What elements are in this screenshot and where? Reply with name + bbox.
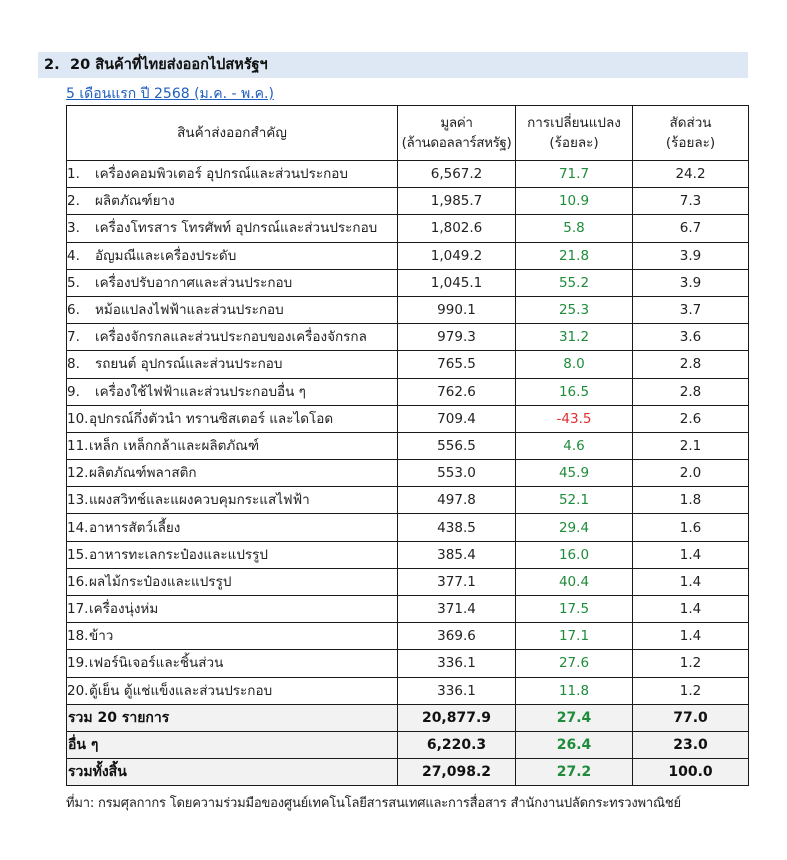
value-cell: 709.4 [398,405,516,432]
row-index: 16. [67,573,89,590]
header-value [398,106,516,161]
value-cell: 336.1 [398,677,516,704]
product-name: เหล็ก เหล็กกล้าและผลิตภัณฑ์ [89,437,260,454]
table-row [67,405,749,432]
row-index: 6. [67,302,80,319]
value-cell: 497.8 [398,487,516,514]
product-name-cell [67,188,398,215]
product-name-cell [67,378,398,405]
product-name: อุปกรณ์กึ่งตัวนำ ทรานซิสเตอร์ และไดโอด [89,410,334,427]
table-row [67,432,749,459]
value-cell: 336.1 [398,650,516,677]
header-change-line2: (ร้อยละ) [549,135,599,151]
product-name-cell [67,514,398,541]
product-name: ผลไม้กระป๋องและแปรรูป [89,573,232,590]
product-name: ข้าว [89,628,114,645]
table-row [67,351,749,378]
share-cell: 1.4 [633,596,749,623]
value-cell: 6,567.2 [398,161,516,188]
value-cell: 990.1 [398,296,516,323]
header-share-line2: (ร้อยละ) [665,135,716,151]
row-index: 18. [67,628,89,645]
product-name-cell [67,324,398,351]
row-index: 20. [67,682,89,699]
change-cell: 8.0 [516,351,633,378]
share-cell: 1.2 [633,650,749,677]
table-row [67,188,749,215]
value-cell: 762.6 [398,378,516,405]
product-name-cell [67,460,398,487]
table-row [67,242,749,269]
table-row [67,623,749,650]
summary-row [67,704,749,731]
share-cell: 3.6 [633,324,749,351]
header-share-line1: สัดส่วน [669,115,712,131]
value-cell: 371.4 [398,596,516,623]
summary-row [67,731,749,758]
summary-value: 27,098.2 [398,759,516,786]
product-name-cell [67,161,398,188]
share-cell: 2.8 [633,351,749,378]
product-name: อัญมณีและเครื่องประดับ [95,247,237,264]
change-cell: 31.2 [516,324,633,351]
share-cell: 6.7 [633,215,749,242]
product-name: ผลิตภัณฑ์ยาง [95,193,175,210]
product-name-cell [67,677,398,704]
product-name-cell [67,541,398,568]
change-cell: 11.8 [516,677,633,704]
product-name: ผลิตภัณฑ์พลาสติก [89,465,197,482]
table-row [67,161,749,188]
summary-change: 26.4 [516,731,633,758]
share-cell: 1.4 [633,541,749,568]
share-cell: 1.2 [633,677,749,704]
product-name: เครื่องคอมพิวเตอร์ อุปกรณ์และส่วนประกอบ [95,166,348,183]
row-index: 19. [67,655,89,672]
row-index: 12. [67,465,89,482]
product-name: แผงสวิทช์และแผงควบคุมกระแสไฟฟ้า [89,492,310,509]
section-number: 2. [44,57,60,73]
share-cell: 1.4 [633,568,749,595]
value-cell: 385.4 [398,541,516,568]
product-name: รถยนต์ อุปกรณ์และส่วนประกอบ [95,356,283,373]
change-cell: 21.8 [516,242,633,269]
table-body [67,161,749,786]
row-index: 9. [67,383,80,400]
header-product-label: สินค้าส่งออกสำคัญ [177,125,287,141]
row-index: 14. [67,519,89,536]
row-index: 1. [67,166,80,183]
header-share [633,106,749,161]
row-index: 15. [67,546,89,563]
share-cell: 2.8 [633,378,749,405]
change-cell: 71.7 [516,161,633,188]
summary-label: รวมทั้งสิ้น [67,759,398,786]
summary-row [67,759,749,786]
value-cell: 553.0 [398,460,516,487]
change-cell: 16.0 [516,541,633,568]
product-name: ตู้เย็น ตู้แช่แข็งและส่วนประกอบ [89,682,273,699]
change-cell: 55.2 [516,269,633,296]
share-cell: 2.1 [633,432,749,459]
change-cell: 29.4 [516,514,633,541]
share-cell: 3.9 [633,242,749,269]
table-row [67,378,749,405]
summary-label: รวม 20 รายการ [67,704,398,731]
summary-change: 27.2 [516,759,633,786]
value-cell: 765.5 [398,351,516,378]
product-name: เครื่องจักรกลและส่วนประกอบของเครื่องจักรกล [95,329,367,346]
product-name-cell [67,596,398,623]
summary-share: 23.0 [633,731,749,758]
product-name: เครื่องใช้ไฟฟ้าและส่วนประกอบอื่น ๆ [95,383,306,400]
summary-share: 100.0 [633,759,749,786]
share-cell: 1.8 [633,487,749,514]
change-cell: 5.8 [516,215,633,242]
change-cell: -43.5 [516,405,633,432]
value-cell: 979.3 [398,324,516,351]
product-name-cell [67,432,398,459]
header-product [67,106,398,161]
product-name-cell [67,568,398,595]
source-note: ที่มา: กรมศุลกากร โดยความร่วมมือของศูนย์เทคโนโลยีสารสนเทศและการสื่อสาร สำนักงานปลัดกระทรวงพาณิชย์ [66,796,681,811]
row-index: 10. [67,410,89,427]
share-cell: 3.9 [633,269,749,296]
share-cell: 7.3 [633,188,749,215]
table-row [67,487,749,514]
table-row [67,514,749,541]
table-row [67,269,749,296]
row-index: 7. [67,329,80,346]
product-name-cell [67,650,398,677]
value-cell: 1,802.6 [398,215,516,242]
row-index: 3. [67,220,80,237]
table-row [67,460,749,487]
value-cell: 1,045.1 [398,269,516,296]
table-row [67,650,749,677]
row-index: 4. [67,247,80,264]
header-change-line1: การเปลี่ยนแปลง [527,115,621,131]
table-header-row [67,106,749,161]
summary-change: 27.4 [516,704,633,731]
change-cell: 4.6 [516,432,633,459]
change-cell: 52.1 [516,487,633,514]
product-name-cell [67,296,398,323]
header-value-line2: (ล้านดอลลาร์สหรัฐ) [401,135,512,151]
row-index: 11. [67,437,89,454]
summary-share: 77.0 [633,704,749,731]
share-cell: 3.7 [633,296,749,323]
change-cell: 27.6 [516,650,633,677]
value-cell: 438.5 [398,514,516,541]
change-cell: 10.9 [516,188,633,215]
value-cell: 556.5 [398,432,516,459]
share-cell: 1.6 [633,514,749,541]
summary-value: 20,877.9 [398,704,516,731]
share-cell: 2.6 [633,405,749,432]
table-row [67,324,749,351]
product-name-cell [67,623,398,650]
value-cell: 377.1 [398,568,516,595]
table-row [67,568,749,595]
product-name-cell [67,269,398,296]
change-cell: 45.9 [516,460,633,487]
header-change [516,106,633,161]
product-name: เครื่องปรับอากาศและส่วนประกอบ [95,274,293,291]
share-cell: 2.0 [633,460,749,487]
section-title: 20 สินค้าที่ไทยส่งออกไปสหรัฐฯ [70,57,268,73]
section-heading [38,52,748,78]
change-cell: 17.5 [516,596,633,623]
product-name-cell [67,405,398,432]
product-name-cell [67,215,398,242]
product-name-cell [67,242,398,269]
summary-label: อื่น ๆ [67,731,398,758]
product-name: เครื่องโทรสาร โทรศัพท์ อุปกรณ์และส่วนประกอบ [95,220,378,237]
product-name: หม้อแปลงไฟฟ้าและส่วนประกอบ [95,302,284,319]
share-cell: 24.2 [633,161,749,188]
row-index: 8. [67,356,80,373]
value-cell: 1,985.7 [398,188,516,215]
change-cell: 25.3 [516,296,633,323]
header-value-line1: มูลค่า [440,115,473,131]
period-subtitle-link[interactable]: 5 เดือนแรก ปี 2568 (ม.ค. - พ.ค.) [66,86,274,102]
table-row [67,215,749,242]
row-index: 17. [67,601,89,618]
table-row [67,541,749,568]
product-name: อาหารทะเลกระป๋องและแปรรูป [89,546,268,563]
change-cell: 16.5 [516,378,633,405]
product-name: เครื่องนุ่งห่ม [89,601,159,618]
top-exports-table [66,105,749,786]
row-index: 5. [67,274,80,291]
table-row [67,596,749,623]
value-cell: 369.6 [398,623,516,650]
product-name-cell [67,487,398,514]
change-cell: 40.4 [516,568,633,595]
table-row [67,296,749,323]
product-name-cell [67,351,398,378]
change-cell: 17.1 [516,623,633,650]
value-cell: 1,049.2 [398,242,516,269]
summary-value: 6,220.3 [398,731,516,758]
share-cell: 1.4 [633,623,749,650]
row-index: 13. [67,492,89,509]
row-index: 2. [67,193,80,210]
product-name: อาหารสัตว์เลี้ยง [89,519,181,536]
table-row [67,677,749,704]
product-name: เฟอร์นิเจอร์และชิ้นส่วน [89,655,224,672]
